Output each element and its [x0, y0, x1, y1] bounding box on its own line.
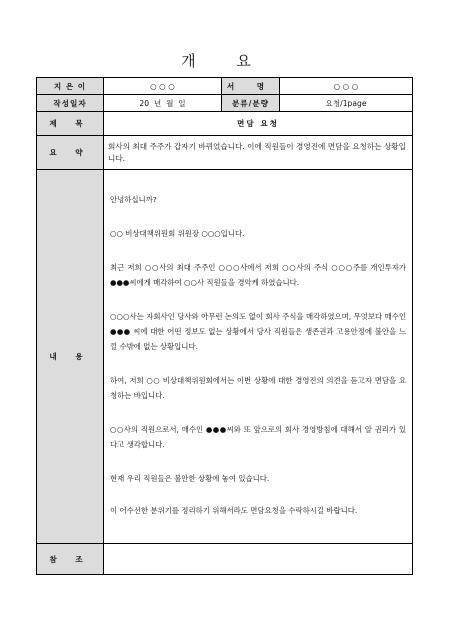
reference-row [37, 544, 413, 575]
content-body [104, 170, 413, 544]
summary-label: 요 약 [37, 136, 104, 170]
date-value: 20 년 월 일 [104, 95, 222, 112]
content-paragraph: 현재 우리 직원들은 불안한 상황에 놓여 있습니다. [110, 474, 270, 483]
writer-value: ○ ○ ○ [104, 78, 222, 95]
signature-label: 서 명 [222, 78, 280, 95]
date-row [37, 95, 413, 112]
signature-value: ○ ○ ○ [280, 78, 413, 95]
writer-row [37, 78, 413, 95]
subject-value: 면담 요청 [104, 112, 413, 136]
content-row [37, 170, 413, 544]
content-paragraph: 안녕하십니까? [110, 195, 157, 204]
content-paragraph: ○○사의 직원으로서, 매수인 ●●●씨와 또 앞으로의 회사 경영방침에 대해서 알 권리가 있다고 생각합니다. [110, 425, 406, 449]
document-title: 개 요 [181, 52, 269, 70]
subject-label: 제 목 [37, 112, 104, 136]
category-label: 분류/분량 [222, 95, 280, 112]
content-paragraph: 하여, 저희 ○○ 비상대책위원회에서는 이번 상황에 대한 경영진의 의견을 듣고자 면담을 요청하는 바입니다. [110, 376, 406, 400]
content-paragraph: 이 어수선한 분위기를 정리하기 위해서라도 면담요청을 수락하시길 바랍니다. [110, 506, 358, 515]
date-label: 작성일자 [37, 95, 104, 112]
summary-text: 회사의 최대 주주가 갑자기 바뀌었습니다. 이에 직원들이 경영진에 면담을 요청하는 상황입니다. [104, 136, 413, 170]
reference-label: 참 조 [37, 544, 104, 575]
subject-row [37, 112, 413, 136]
content-paragraph: ○○○사는 자회사인 당사와 아무런 논의도 없이 회사 주식을 매각하였으며, 무엇보다 매수인 ●●● 씨에 대한 어떤 정보도 없는 상황에서 당사 직원들은 생존권과 고용안정에 불안을 느낄 수밖에 없는 상황입니다. [110, 312, 406, 351]
content-paragraph: 최근 저희 ○○사의 최대 주주인 ○○○사에서 저희 ○○사의 주식 ○○○주를 개인투자가 ●●●씨에게 매각하여 ○○사 직원들을 경악케 하였습니다. [110, 263, 406, 287]
reference-value [104, 544, 413, 575]
writer-label: 지 은 이 [37, 78, 104, 95]
summary-row [37, 136, 413, 170]
category-value: 요청/1page [280, 95, 413, 112]
content-paragraph: ○○ 비상대책위원회 위원장 ○○○입니다. [110, 229, 245, 238]
content-label: 내 용 [37, 170, 104, 544]
overview-form [36, 77, 413, 575]
